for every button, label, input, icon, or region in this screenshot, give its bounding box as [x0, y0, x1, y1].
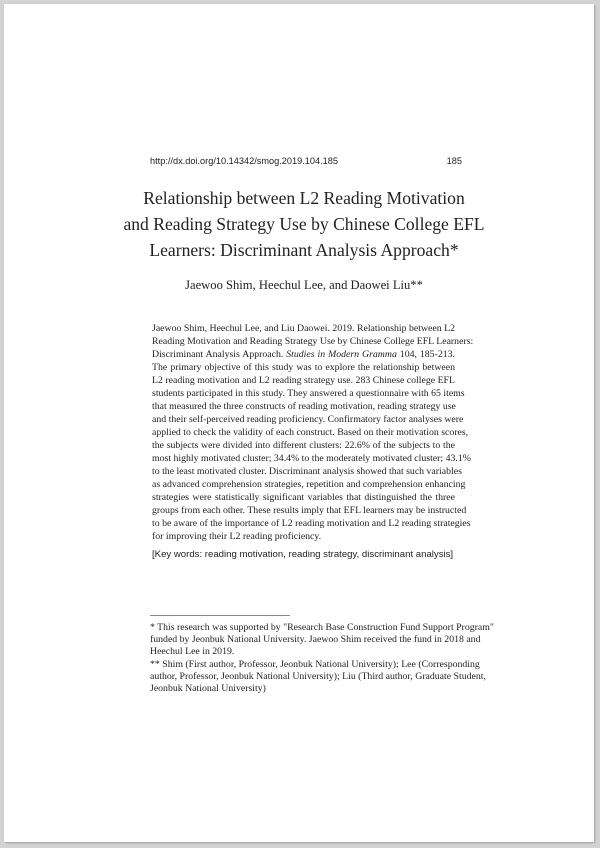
title-line: and Reading Strategy Use by Chinese College EFL: [123, 214, 485, 234]
author-list: Jaewoo Shim, Heechul Lee, and Daowei Liu**: [185, 278, 423, 292]
page-number: 185: [446, 156, 462, 166]
journal-name: Studies in Modern Gramma: [286, 349, 397, 360]
abstract-line: most highly motivated cluster; 34.4% to the moderately motivated cluster; 43.1%: [152, 453, 471, 464]
abstract-line: Jaewoo Shim, Heechul Lee, and Liu Daowei. 2019. Relationship between L2: [152, 323, 455, 334]
abstract-line: students participated in this study. They answered a questionnaire with 65 items: [152, 388, 465, 399]
footnote-line: ** Shim (First author, Professor, Jeonbuk National University); Lee (Corresponding: [150, 658, 480, 670]
footnote-line: Heechul Lee in 2019.: [150, 646, 235, 658]
footnote-line: * This research was supported by "Research Base Construction Fund Support Program": [150, 622, 494, 633]
title-line: Learners: Discriminant Analysis Approach*: [149, 240, 459, 260]
abstract-line: and their self-perceived reading proficiency. Confirmatory factor analyses were: [152, 414, 464, 425]
doi-link[interactable]: http://dx.doi.org/10.14342/smog.2019.104.185: [150, 156, 338, 166]
abstract-line: applied to check the validity of each construct. Based on their motivation scores,: [152, 427, 469, 438]
title-line: Relationship between L2 Reading Motivation: [143, 188, 465, 208]
abstract-line: that measured the three constructs of reading motivation, reading strategy use: [152, 401, 456, 412]
abstract-line: strategies were statistically significant variables that distinguished the three: [152, 492, 455, 503]
paper-title: [114, 185, 494, 263]
footnote-divider: [150, 615, 290, 616]
abstract-line: The primary objective of this study was to explore the relationship between: [152, 362, 455, 373]
abstract-line: the subjects were divided into different clusters: 22.6% of the subjects to the: [152, 440, 455, 451]
abstract-line: Reading Motivation and Reading Strategy Use by Chinese College EFL Learners:: [152, 336, 474, 347]
citation-pages: 104, 185-213.: [396, 349, 455, 360]
paper-page: [4, 4, 594, 842]
abstract-line: for improving their L2 reading proficiency.: [152, 531, 322, 542]
abstract-line: as advanced comprehension strategies, repetition and comprehension enhancing: [152, 479, 466, 490]
abstract: [152, 322, 474, 543]
abstract-line: L2 reading motivation and L2 reading strategy use. 283 Chinese college EFL: [152, 375, 455, 386]
abstract-line: to the least motivated cluster. Discriminant analysis showed that such variables: [152, 466, 462, 477]
abstract-line: to be aware of the importance of L2 reading motivation and L2 reading strategies: [152, 518, 471, 529]
footnote-line: Jeonbuk National University): [150, 683, 266, 695]
abstract-line: groups from each other. These results imply that EFL learners may be instructed: [152, 505, 467, 516]
footnote-line: funded by Jeonbuk National University. Jaewoo Shim received the fund in 2018 and: [150, 634, 481, 646]
citation-text: Discriminant Analysis Approach.: [152, 349, 287, 360]
running-header: [150, 156, 462, 170]
footnote-line: author, Professor, Jeonbuk National University); Liu (Third author, Graduate Student,: [150, 670, 486, 682]
footnotes: [150, 622, 494, 695]
keywords: [Key words: reading motivation, reading strategy, discriminant analysis]: [152, 549, 454, 560]
abstract-line-citation: [152, 348, 455, 361]
